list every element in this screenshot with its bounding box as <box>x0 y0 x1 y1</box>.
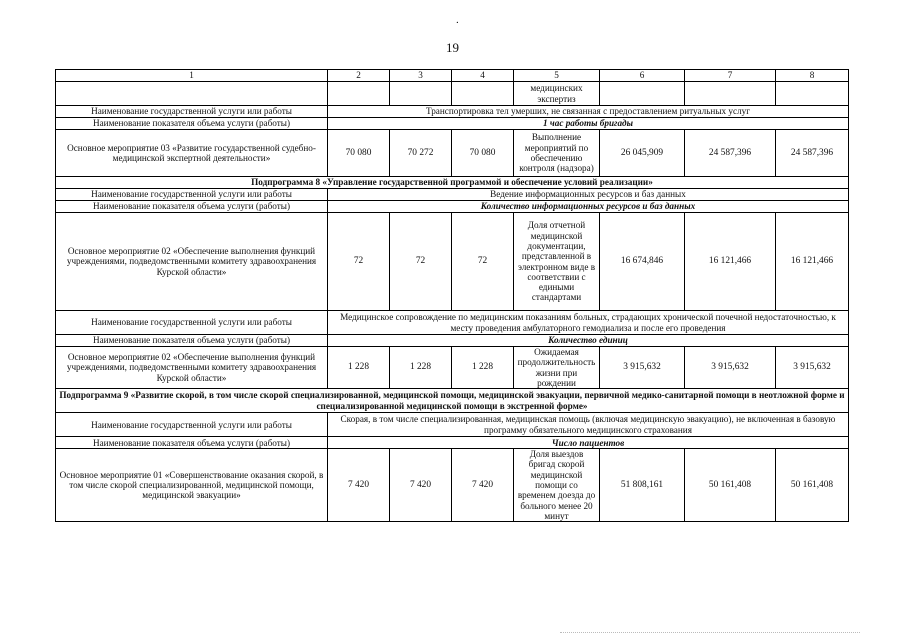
measure-value: 16 121,466 <box>776 213 849 311</box>
measure-indicator: Ожидаемая продолжительность жизни при рождении <box>514 347 600 389</box>
header-cell: 3 <box>390 70 452 82</box>
measure-row <box>56 449 849 522</box>
measure-name: Основное мероприятие 03 «Развитие государственной судебно-медицинской экспертной деятельности» <box>56 130 328 177</box>
measure-value: 50 161,408 <box>685 449 776 522</box>
scan-artifact-line <box>560 632 860 636</box>
service-row <box>56 189 849 201</box>
measure-name: Основное мероприятие 01 «Совершенствование оказания скорой, в том числе скорой специализированной, медицинской помощи, медицинской эвакуации» <box>56 449 328 522</box>
service-row <box>56 413 849 437</box>
service-value: Ведение информационных ресурсов и баз данных <box>328 189 849 201</box>
measure-value: 26 045,909 <box>600 130 685 177</box>
service-label: Наименование государственной услуги или работы <box>56 413 328 437</box>
continuation-row <box>56 82 849 106</box>
header-row <box>56 70 849 82</box>
measure-value: 3 915,632 <box>776 347 849 389</box>
service-label: Наименование государственной услуги или работы <box>56 189 328 201</box>
indicator-value: Количество информационных ресурсов и баз данных <box>328 201 849 213</box>
measure-name: Основное мероприятие 02 «Обеспечение выполнения функций учреждениями, подведомственными комитету здравоохранения Курской области» <box>56 347 328 389</box>
indicator-row <box>56 201 849 213</box>
measure-value: 1 228 <box>452 347 514 389</box>
indicator-label: Наименование показателя объема услуги (работы) <box>56 201 328 213</box>
service-value: Медицинское сопровождение по медицинским показаниям больных, страдающих хронической почечной недостаточностью, к месту проведения амбулаторного гемодиализа и после его проведения <box>328 311 849 335</box>
subprogram-title-row <box>56 389 849 413</box>
measure-value: 16 121,466 <box>685 213 776 311</box>
header-cell: 2 <box>328 70 390 82</box>
subprogram-title: Подпрограмма 8 «Управление государственной программой и обеспечение условий реализации» <box>56 177 849 189</box>
indicator-label: Наименование показателя объема услуги (работы) <box>56 118 328 130</box>
indicator-row <box>56 118 849 130</box>
page-number: 19 <box>446 40 459 55</box>
service-label: Наименование государственной услуги или работы <box>56 106 328 118</box>
measure-value: 7 420 <box>452 449 514 522</box>
measure-name: Основное мероприятие 02 «Обеспечение выполнения функций учреждениями, подведомственными комитету здравоохранения Курской области» <box>56 213 328 311</box>
indicator-label: Наименование показателя объема услуги (работы) <box>56 437 328 449</box>
measure-value: 16 674,846 <box>600 213 685 311</box>
measure-value: 72 <box>390 213 452 311</box>
budget-table <box>55 69 849 522</box>
continuation-cell: медицинских экспертиз <box>514 82 600 106</box>
measure-value: 24 587,396 <box>776 130 849 177</box>
page-dot: . <box>456 14 459 26</box>
measure-value: 24 587,396 <box>685 130 776 177</box>
measure-value: 7 420 <box>328 449 390 522</box>
indicator-label: Наименование показателя объема услуги (работы) <box>56 335 328 347</box>
header-cell: 4 <box>452 70 514 82</box>
measure-value: 51 808,161 <box>600 449 685 522</box>
indicator-value: Количество единиц <box>328 335 849 347</box>
measure-value: 1 228 <box>328 347 390 389</box>
header-cell: 8 <box>776 70 849 82</box>
measure-value: 70 272 <box>390 130 452 177</box>
measure-value: 70 080 <box>328 130 390 177</box>
measure-indicator: Доля выездов бригад скорой медицинской помощи со временем доезда до больного менее 20 минут <box>514 449 600 522</box>
measure-row <box>56 130 849 177</box>
header-cell: 1 <box>56 70 328 82</box>
measure-value: 72 <box>452 213 514 311</box>
measure-value: 72 <box>328 213 390 311</box>
subprogram-title-row <box>56 177 849 189</box>
subprogram-title: Подпрограмма 9 «Развитие скорой, в том числе скорой специализированной, медицинской помощи, медицинской эвакуации, первичной медико-санитарной помощи в неотложной форме и специализированной медицинской помощи в экстренной форме» <box>56 389 849 413</box>
indicator-value: 1 час работы бригады <box>328 118 849 130</box>
measure-value: 7 420 <box>390 449 452 522</box>
measure-value: 3 915,632 <box>600 347 685 389</box>
indicator-row <box>56 437 849 449</box>
service-row <box>56 311 849 335</box>
measure-indicator: Доля отчетной медицинской документации, представленной в электронном виде в соответствии с едиными стандартами <box>514 213 600 311</box>
indicator-value: Число пациентов <box>328 437 849 449</box>
measure-value: 70 080 <box>452 130 514 177</box>
measure-indicator: Выполнение мероприятий по обеспечению контроля (надзора) <box>514 130 600 177</box>
service-label: Наименование государственной услуги или работы <box>56 311 328 335</box>
service-row <box>56 106 849 118</box>
measure-value: 3 915,632 <box>685 347 776 389</box>
service-value: Скорая, в том числе специализированная, медицинская помощь (включая медицинскую эвакуацию), не включенная в базовую программу обязательного медицинского страхования <box>328 413 849 437</box>
measure-value: 1 228 <box>390 347 452 389</box>
indicator-row <box>56 335 849 347</box>
measure-row <box>56 347 849 389</box>
service-value: Транспортировка тел умерших, не связанная с предоставлением ритуальных услуг <box>328 106 849 118</box>
header-cell: 7 <box>685 70 776 82</box>
header-cell: 6 <box>600 70 685 82</box>
measure-value: 50 161,408 <box>776 449 849 522</box>
measure-row <box>56 213 849 311</box>
header-cell: 5 <box>514 70 600 82</box>
